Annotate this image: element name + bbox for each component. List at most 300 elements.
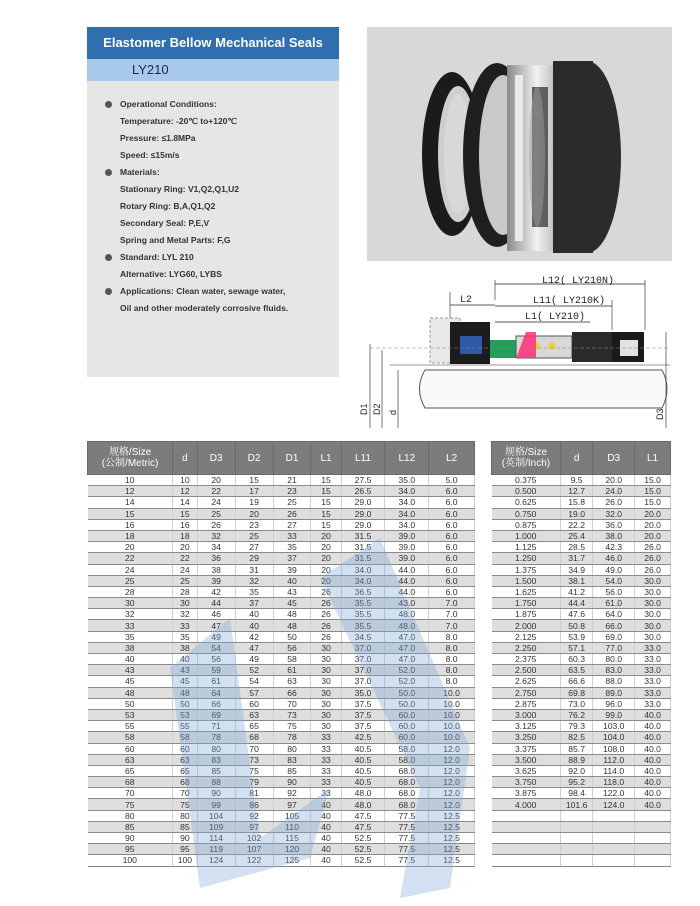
table-cell: 1.000 <box>492 530 561 541</box>
table-cell: 1.500 <box>492 575 561 586</box>
table-cell: 31.5 <box>341 553 385 564</box>
table-row <box>492 586 671 597</box>
table-cell: 50.0 <box>385 687 429 698</box>
table-cell: 60 <box>235 698 273 709</box>
table-cell: 25.4 <box>560 530 592 541</box>
table-cell: 80 <box>273 743 311 754</box>
table-cell: 0.375 <box>492 475 561 486</box>
table-row <box>88 833 475 844</box>
table-cell: 2.750 <box>492 687 561 698</box>
table-cell: 92 <box>235 810 273 821</box>
rubber-section <box>460 336 482 354</box>
table-cell: 28 <box>173 586 198 597</box>
table-cell: 95.2 <box>560 777 592 788</box>
column-header: L11 <box>341 442 385 475</box>
label-d: d <box>388 409 398 415</box>
table-cell: 26 <box>311 586 341 597</box>
table-cell: 40 <box>311 833 341 844</box>
table-cell: 58 <box>273 654 311 665</box>
table-cell <box>560 833 592 844</box>
table-cell <box>560 821 592 832</box>
table-cell: 30 <box>311 642 341 653</box>
table-cell: 54 <box>197 642 235 653</box>
product-photo <box>367 27 672 261</box>
table-cell: 88.9 <box>560 754 592 765</box>
table-cell: 6.0 <box>429 553 475 564</box>
table-cell: 56 <box>197 654 235 665</box>
table-cell: 47.5 <box>341 810 385 821</box>
table-cell: 1.375 <box>492 564 561 575</box>
table-cell: 83 <box>197 754 235 765</box>
table-cell: 25 <box>273 497 311 508</box>
table-cell: 58 <box>88 732 173 743</box>
table-row <box>492 833 671 844</box>
table-cell: 16 <box>88 519 173 530</box>
table-cell: 3.125 <box>492 721 561 732</box>
table-row <box>88 765 475 776</box>
table-cell: 40.5 <box>341 754 385 765</box>
table-cell: 34.0 <box>341 564 385 575</box>
table-cell: 29.0 <box>341 497 385 508</box>
table-cell: 68 <box>173 777 198 788</box>
table-cell: 122 <box>235 855 273 866</box>
table-cell: 15 <box>311 475 341 486</box>
table-cell: 48 <box>88 687 173 698</box>
table-cell: 63 <box>235 709 273 720</box>
column-header: L2 <box>429 442 475 475</box>
table-cell: 31.7 <box>560 553 592 564</box>
table-cell: 70 <box>88 788 173 799</box>
table-cell: 109 <box>197 821 235 832</box>
table-cell: 105 <box>273 810 311 821</box>
table-row <box>88 575 475 586</box>
table-row <box>492 609 671 620</box>
table-cell: 39.0 <box>385 530 429 541</box>
table-cell: 68 <box>88 777 173 788</box>
label-d1: D1 <box>359 403 369 415</box>
table-cell <box>492 844 561 855</box>
table-cell: 49 <box>235 654 273 665</box>
table-cell: 39 <box>197 575 235 586</box>
table-cell <box>635 821 671 832</box>
table-cell: 46 <box>197 609 235 620</box>
table-cell: 39.0 <box>385 553 429 564</box>
table-row <box>88 743 475 754</box>
table-cell: 12.5 <box>429 810 475 821</box>
table-cell: 26 <box>311 609 341 620</box>
table-cell: 30 <box>173 598 198 609</box>
label-l2: L2 <box>460 295 473 306</box>
table-cell: 35 <box>273 542 311 553</box>
model-name: LY210 <box>87 59 339 81</box>
table-cell: 7.0 <box>429 620 475 631</box>
table-cell: 3.500 <box>492 754 561 765</box>
table-cell: 43 <box>273 586 311 597</box>
table-cell: 48.0 <box>341 788 385 799</box>
table-cell: 89.0 <box>593 687 635 698</box>
table-cell: 35.0 <box>385 475 429 486</box>
table-cell: 32 <box>235 575 273 586</box>
label-d2: D2 <box>372 403 382 415</box>
table-cell: 48.0 <box>385 609 429 620</box>
table-cell: 29 <box>235 553 273 564</box>
table-cell: 10.0 <box>429 687 475 698</box>
table-cell: 64.0 <box>593 609 635 620</box>
table-cell: 56 <box>273 642 311 653</box>
table-cell: 40.0 <box>635 732 671 743</box>
table-cell: 44.4 <box>560 598 592 609</box>
table-cell: 3.250 <box>492 732 561 743</box>
table-cell: 75 <box>88 799 173 810</box>
table-cell: 124.0 <box>593 799 635 810</box>
table-cell: 47.0 <box>385 654 429 665</box>
table-cell: 120 <box>273 844 311 855</box>
table-cell: 83.0 <box>593 665 635 676</box>
table-cell: 26 <box>273 508 311 519</box>
table-row <box>88 497 475 508</box>
table-cell: 15 <box>173 508 198 519</box>
table-cell: 14 <box>88 497 173 508</box>
table-cell: 37.0 <box>341 665 385 676</box>
table-cell: 50 <box>173 698 198 709</box>
table-cell: 6.0 <box>429 486 475 497</box>
table-row <box>88 810 475 821</box>
table-row <box>492 821 671 832</box>
table-row <box>88 665 475 676</box>
table-cell: 30 <box>311 676 341 687</box>
table-cell: 65 <box>173 765 198 776</box>
table-cell: 6.0 <box>429 564 475 575</box>
table-row <box>88 564 475 575</box>
table-cell: 43 <box>173 665 198 676</box>
table-cell: 33 <box>311 754 341 765</box>
table-cell: 92.0 <box>560 765 592 776</box>
table-cell: 38 <box>173 642 198 653</box>
table-cell: 33.0 <box>635 687 671 698</box>
table-row <box>492 631 671 642</box>
table-row <box>492 754 671 765</box>
column-header: D3 <box>197 442 235 475</box>
table-cell: 47 <box>197 620 235 631</box>
table-cell: 10.0 <box>429 732 475 743</box>
table-cell: 40 <box>311 855 341 866</box>
table-row <box>492 486 671 497</box>
table-cell: 90 <box>273 777 311 788</box>
table-row <box>492 654 671 665</box>
table-cell: 119 <box>197 844 235 855</box>
table-cell: 10.0 <box>429 698 475 709</box>
label-l11: L11( LY210K) <box>533 296 606 307</box>
table-cell: 43 <box>88 665 173 676</box>
table-cell <box>492 821 561 832</box>
table-cell: 68.0 <box>385 788 429 799</box>
table-cell: 2.500 <box>492 665 561 676</box>
table-row <box>88 586 475 597</box>
table-cell: 52.5 <box>341 855 385 866</box>
table-cell: 23 <box>273 486 311 497</box>
table-cell: 40 <box>311 799 341 810</box>
column-header: D1 <box>273 442 311 475</box>
table-cell: 35.5 <box>341 620 385 631</box>
table-cell: 69.8 <box>560 687 592 698</box>
table-cell: 19 <box>235 497 273 508</box>
table-cell: 31.5 <box>341 530 385 541</box>
table-row <box>88 642 475 653</box>
table-cell: 80 <box>197 743 235 754</box>
table-cell: 46.0 <box>593 553 635 564</box>
table-cell <box>560 855 592 866</box>
table-cell: 33 <box>311 732 341 743</box>
table-cell <box>492 855 561 866</box>
table-cell: 1.625 <box>492 586 561 597</box>
inch-size-table <box>491 441 671 867</box>
table-cell: 15.0 <box>635 497 671 508</box>
table-cell: 29.0 <box>341 508 385 519</box>
table-cell: 33.0 <box>635 676 671 687</box>
table-cell: 45 <box>173 676 198 687</box>
table-row <box>492 598 671 609</box>
table-cell: 114.0 <box>593 765 635 776</box>
table-cell: 40 <box>311 821 341 832</box>
table-cell: 25 <box>235 530 273 541</box>
table-cell: 37.5 <box>341 721 385 732</box>
table-cell: 18 <box>88 530 173 541</box>
table-cell: 53.9 <box>560 631 592 642</box>
table-cell: 15 <box>88 508 173 519</box>
table-cell: 6.0 <box>429 519 475 530</box>
table-cell: 20 <box>311 553 341 564</box>
table-cell: 80 <box>88 810 173 821</box>
table-cell: 23 <box>235 519 273 530</box>
table-cell: 8.0 <box>429 654 475 665</box>
table-cell: 82.5 <box>560 732 592 743</box>
table-cell: 60 <box>173 743 198 754</box>
table-cell: 69 <box>197 709 235 720</box>
table-row <box>492 530 671 541</box>
table-cell: 2.375 <box>492 654 561 665</box>
table-cell: 35 <box>88 631 173 642</box>
table-cell: 56.0 <box>593 586 635 597</box>
table-cell: 70 <box>173 788 198 799</box>
table-cell: 118.0 <box>593 777 635 788</box>
table-cell: 38 <box>88 642 173 653</box>
table-cell <box>593 810 635 821</box>
table-cell: 10.0 <box>429 709 475 720</box>
table-cell: 77.5 <box>385 855 429 866</box>
table-cell: 52.5 <box>341 833 385 844</box>
table-cell: 73.0 <box>560 698 592 709</box>
table-row <box>88 721 475 732</box>
table-cell: 33 <box>273 530 311 541</box>
seal-dimension-diagram <box>350 270 680 430</box>
table-cell: 1.875 <box>492 609 561 620</box>
table-cell: 40.0 <box>635 777 671 788</box>
table-cell: 30 <box>88 598 173 609</box>
table-cell: 12.0 <box>429 743 475 754</box>
table-cell: 37.5 <box>341 698 385 709</box>
table-cell: 6.0 <box>429 497 475 508</box>
table-cell: 88 <box>197 777 235 788</box>
table-cell: 45 <box>273 598 311 609</box>
table-cell: 69.0 <box>593 631 635 642</box>
table-row <box>88 486 475 497</box>
table-cell: 39 <box>273 564 311 575</box>
table-cell: 26 <box>197 519 235 530</box>
table-cell: 61 <box>273 665 311 676</box>
column-header: L1 <box>635 442 671 475</box>
table-cell: 3.000 <box>492 709 561 720</box>
table-cell: 15 <box>311 508 341 519</box>
table-row <box>492 497 671 508</box>
table-cell: 44.0 <box>385 586 429 597</box>
table-row <box>88 654 475 665</box>
table-row <box>492 732 671 743</box>
table-cell: 33 <box>173 620 198 631</box>
table-cell: 104 <box>197 810 235 821</box>
table-cell: 47.0 <box>385 642 429 653</box>
table-cell: 17 <box>235 486 273 497</box>
table-cell: 40.0 <box>635 754 671 765</box>
table-cell: 35 <box>235 586 273 597</box>
table-cell: 70 <box>235 743 273 754</box>
table-cell: 12 <box>173 486 198 497</box>
table-cell: 30.0 <box>635 609 671 620</box>
table-cell: 48 <box>173 687 198 698</box>
table-cell: 33.0 <box>635 665 671 676</box>
table-cell: 6.0 <box>429 530 475 541</box>
table-cell: 66.0 <box>593 620 635 631</box>
table-cell: 96.0 <box>593 698 635 709</box>
table-cell: 100 <box>173 855 198 866</box>
table-cell: 20.0 <box>593 475 635 486</box>
table-cell: 0.500 <box>492 486 561 497</box>
green-seal <box>490 340 516 358</box>
table-cell: 54.0 <box>593 575 635 586</box>
table-cell: 40.0 <box>635 743 671 754</box>
table-cell: 37 <box>235 598 273 609</box>
table-cell: 52 <box>235 665 273 676</box>
table-cell: 25 <box>173 575 198 586</box>
bellow-section <box>572 332 612 362</box>
table-cell: 68.0 <box>385 799 429 810</box>
table-row <box>492 810 671 821</box>
table-cell: 6.0 <box>429 586 475 597</box>
table-row <box>492 564 671 575</box>
table-cell: 25 <box>88 575 173 586</box>
table-cell: 50 <box>88 698 173 709</box>
table-cell: 79.3 <box>560 721 592 732</box>
table-cell: 101.6 <box>560 799 592 810</box>
table-cell: 85 <box>88 821 173 832</box>
spec-line: Standard: LYL 210 <box>87 249 339 266</box>
table-cell <box>635 833 671 844</box>
table-cell: 7.0 <box>429 598 475 609</box>
table-cell: 12.0 <box>429 765 475 776</box>
table-cell: 40 <box>173 654 198 665</box>
table-cell: 3.375 <box>492 743 561 754</box>
table-cell: 34 <box>197 542 235 553</box>
table-row <box>492 698 671 709</box>
table-cell: 36 <box>197 553 235 564</box>
spec-line: Operational Conditions: <box>87 96 339 113</box>
table-cell: 77.5 <box>385 810 429 821</box>
table-cell: 24 <box>173 564 198 575</box>
table-row <box>492 665 671 676</box>
column-header: d <box>173 442 198 475</box>
table-cell: 15.0 <box>635 475 671 486</box>
table-cell: 112.0 <box>593 754 635 765</box>
table-cell: 42.5 <box>341 732 385 743</box>
table-cell: 30.0 <box>635 620 671 631</box>
table-cell: 29.0 <box>341 519 385 530</box>
table-cell: 20 <box>197 475 235 486</box>
table-row <box>88 530 475 541</box>
table-cell: 0.875 <box>492 519 561 530</box>
table-cell: 40.0 <box>635 709 671 720</box>
table-cell: 4.000 <box>492 799 561 810</box>
table-cell: 30 <box>311 654 341 665</box>
table-cell: 15 <box>235 475 273 486</box>
table-cell: 8.0 <box>429 676 475 687</box>
table-row <box>88 844 475 855</box>
table-cell: 60.0 <box>385 709 429 720</box>
table-cell: 8.0 <box>429 631 475 642</box>
table-cell: 30 <box>311 687 341 698</box>
table-cell: 20 <box>311 564 341 575</box>
table-cell: 88.0 <box>593 676 635 687</box>
table-cell: 26 <box>311 598 341 609</box>
table-cell: 38.0 <box>593 530 635 541</box>
table-row <box>88 687 475 698</box>
table-cell: 75 <box>273 721 311 732</box>
table-cell: 80.0 <box>593 654 635 665</box>
table-cell: 30.0 <box>635 598 671 609</box>
table-cell: 75 <box>173 799 198 810</box>
table-row <box>88 788 475 799</box>
table-cell: 19.0 <box>560 508 592 519</box>
table-row <box>88 855 475 866</box>
table-cell: 26.0 <box>593 497 635 508</box>
table-cell: 20 <box>311 542 341 553</box>
table-cell: 68 <box>235 732 273 743</box>
table-cell: 7.0 <box>429 609 475 620</box>
table-cell: 98.4 <box>560 788 592 799</box>
table-cell: 40.0 <box>635 721 671 732</box>
table-cell: 32 <box>173 609 198 620</box>
table-row <box>492 687 671 698</box>
table-cell: 44.0 <box>385 575 429 586</box>
table-cell: 8.0 <box>429 665 475 676</box>
table-cell: 125 <box>273 855 311 866</box>
table-cell: 85 <box>173 821 198 832</box>
table-cell: 15.8 <box>560 497 592 508</box>
table-cell: 15 <box>311 497 341 508</box>
table-cell: 0.750 <box>492 508 561 519</box>
table-cell: 37.0 <box>341 676 385 687</box>
table-cell: 48.0 <box>385 620 429 631</box>
table-cell: 27.5 <box>341 475 385 486</box>
table-cell: 85.7 <box>560 743 592 754</box>
table-cell: 31 <box>235 564 273 575</box>
table-row <box>492 765 671 776</box>
table-row <box>88 508 475 519</box>
table-cell: 42.3 <box>593 542 635 553</box>
table-cell: 66 <box>273 687 311 698</box>
table-cell: 33.0 <box>635 654 671 665</box>
table-cell: 12.0 <box>429 754 475 765</box>
spec-line: Spring and Metal Parts: F,G <box>120 235 231 245</box>
table-cell: 35.5 <box>341 598 385 609</box>
